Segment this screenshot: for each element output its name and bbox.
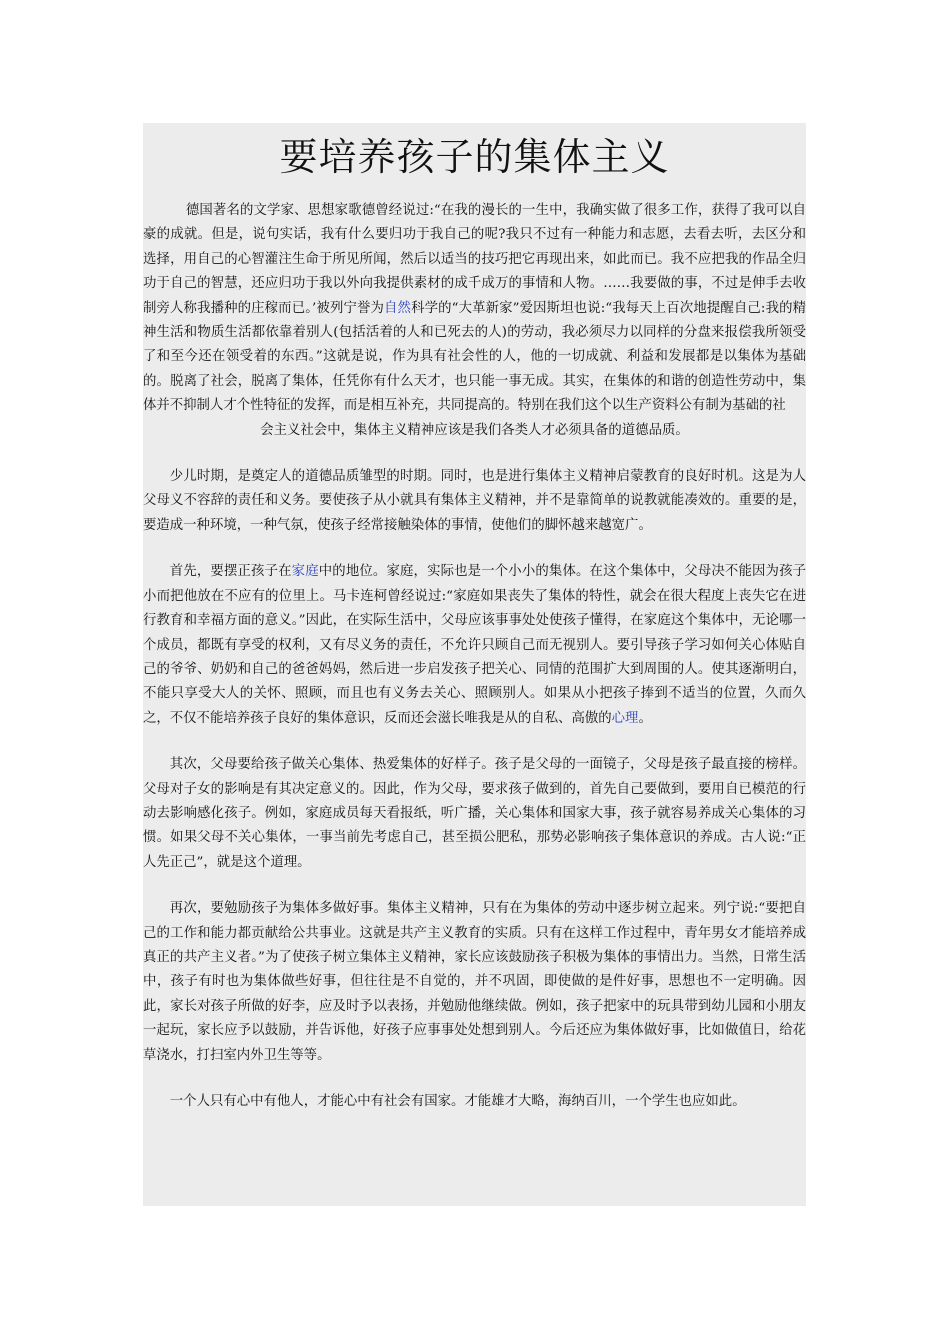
- paragraph-first-text-a: 首先，要摆正孩子在: [169, 564, 292, 580]
- paragraph-intro-tail: 会主义社会中，集体主义精神应该是我们各类人才必须具备的道德品质。: [260, 422, 689, 438]
- article-title: 要培养孩子的集体主义: [279, 135, 670, 179]
- paragraph-intro-text-a: 德国著名的文学家、思想家歌德曾经说过:“在我的漫长的一生中，我确实做了很多工作，获得了我可以自豪的成就。但是，说句实话，我有什么要归功于我自己的呢?我只不过有一种能力和志愿，去看去听，去区分和选择，用自己的心智灌注生命于所见所闻，然后以适当的技巧把它再现出来，如此而已。我不应把我的作品全归功于自己的智慧，还应归功于我以外向我提供素材的成千成万的事情和人物。……我要做的事，不过是伸手去收制旁人称我播种的庄稼而已。’被列宁誉为: [143, 203, 806, 316]
- paragraph-second: 其次，父母要给孩子做关心集体、热爱集体的好样子。孩子是父母的一面镜子，父母是孩子最直接的榜样。父母对子女的影响是有其决定意义的。因此，作为父母，要求孩子做到的，首先自己要做到，要用自已模范的行动去影响感化孩子。例如，家庭成员每天看报纸，听广播，关心集体和国家大事，孩子就容易养成关心集体的习惯。如果父母不关心集体，一事当前先考虑自己，甚至损公肥私，那势必影响孩子集体意识的养成。古人说:“正人先正己”，就是这个道理。: [143, 757, 806, 870]
- link-psychology[interactable]: 心理: [611, 710, 639, 726]
- paragraph-intro: [143, 199, 806, 419]
- paragraph-intro-text-b: 科学的“大革新家”爱因斯坦也说:“我每天上百次地提醒自己:我的精神生活和物质生活都依靠着别人(包括活着的人和已死去的人)的劳动，我必须尽力以同样的分盘来报偿我所领受了和至今还在领受着的东西。”这就是说，作为具有社会性的人，他的一切成就、利益和发展都是以集体为基础的。脱离了社会，脱离了集体，任凭你有什么天才，也只能一事无成。其实，在集体的和谐的创造性劳动中，集体并不抑制人才个性特征的发挥，而是相互补充，共同提高的。特别在我们这个以生产资料公有制为基础的社: [143, 300, 807, 414]
- paragraph-first: [143, 560, 806, 731]
- article-panel: [143, 123, 806, 1206]
- link-family[interactable]: 家庭: [291, 564, 319, 580]
- paragraph-conclusion: 一个人只有心中有他人，才能心中有社会有国家。才能雄才大略，海纳百川，一个学生也应如此。: [169, 1094, 746, 1109]
- paragraph-childhood: 少儿时期，是奠定人的道德品质雏型的时期。同时，也是进行集体主义精神启蒙教育的良好时机。这是为人父母义不容辞的责任和义务。要使孩子从小就具有集体主义精神，并不是靠简单的说教就能凑效的。重要的是，要造成一种环境，一种气氛，使孩子经常接触染体的事情，使他们的脚怀越来越宽广。: [143, 469, 806, 533]
- paragraph-third: 再次，要勉励孩子为集体多做好事。集体主义精神，只有在为集体的劳动中逐步树立起来。列宁说:“要把自己的工作和能力都贡献给公共事业。这就是共产主义教育的实质。只有在这样工作过程中，青年男女才能培养成真正的共产主义者。”为了使孩子树立集体主义精神，家长应该鼓励孩子积极为集体的事情出力。当然，日常生活中，孩子有时也为集体做些好事，但往往是不自觉的，并不巩固，即使做的是件好事，思想也不一定明确。因此，家长对孩子所做的好李，应及时予以表扬，并勉励他继续做。例如，孩子把家中的玩具带到幼儿园和小朋友一起玩，家长应予以鼓励，并告诉他，好孩子应事事处处想到别人。今后还应为集体做好事，比如做值日，给花草浇水，打扫室内外卫生等等。: [143, 901, 806, 1063]
- paragraph-first-text-c: 。: [638, 710, 652, 726]
- paragraph-first-text-b: 中的地位。家庭，实际也是一个小小的集体。在这个集体中，父母决不能因为孩子小而把他放在不应有的位里上。马卡连柯曾经说过:“家庭如果丧失了集体的特性，就会在很大程度上丧失它在进行教育和幸福方面的意义。”因此，在实际生活中，父母应该事事处处使孩子懂得，在家庭这个集体中，无论哪一个成员，都既有享受的权利，又有尽义务的责任，不允许只顾自己而无视别人。要引导孩子学习如何关心体贴自己的爷爷、奶奶和自己的爸爸妈妈，然后进一步启发孩子把关心、同情的范围扩大到周围的人。使其逐渐明白，不能只享受大人的关怀、照顾，而且也有义务去关心、照顾别人。如果从小把孩子捧到不适当的位置，久而久之，不仅不能培养孩子良好的集体意识，反而还会滋长唯我是从的自私、高傲的: [143, 564, 807, 726]
- link-nature[interactable]: 自然: [384, 300, 412, 316]
